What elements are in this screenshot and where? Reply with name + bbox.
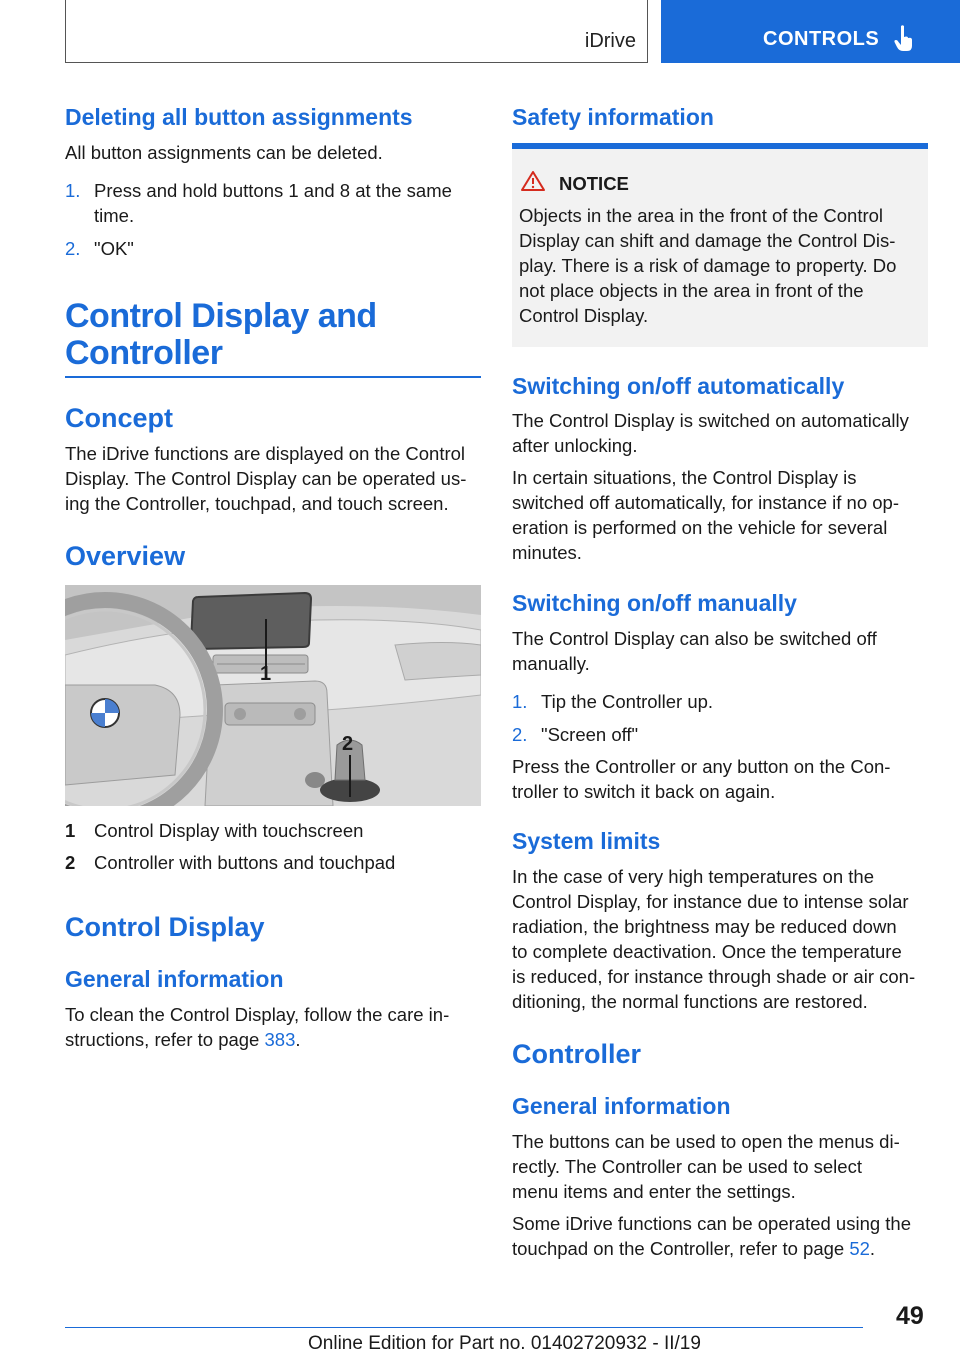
concept-text: Display. The Control Display can be operated us- [65, 468, 467, 489]
section-title: iDrive [584, 30, 636, 52]
page-link[interactable]: 383 [264, 1029, 296, 1050]
switch-auto-text: The Control Display is switched on automatically [512, 410, 909, 431]
controller-heading: Controller [512, 1039, 642, 1069]
general-info-text: To clean the Control Display, follow the care in- [65, 1004, 450, 1025]
overview-heading: Overview [65, 541, 186, 571]
controller-text: touchpad on the Controller, refer to page 52. [512, 1238, 876, 1259]
safety-heading: Safety information [512, 104, 714, 130]
switch-auto-text: minutes. [512, 542, 582, 563]
step-text: Press and hold buttons 1 and 8 at the same [94, 180, 452, 201]
pointing-hand-icon [893, 24, 915, 57]
system-limits-text: is reduced, for instance through shade or air con- [512, 966, 916, 987]
concept-text: ing the Controller, touchpad, and touch screen. [65, 493, 449, 514]
notice-text: Objects in the area in the front of the Control [519, 205, 884, 226]
legend-text: Controller with buttons and touchpad [94, 852, 396, 873]
page-link[interactable]: 52 [849, 1238, 870, 1259]
concept-heading: Concept [65, 403, 173, 433]
controller-text: rectly. The Controller can be used to select [512, 1156, 862, 1177]
chapter-title-line1: Control Display and [65, 297, 377, 335]
system-limits-text: ditioning, the normal functions are restored. [512, 991, 868, 1012]
notice-text: Display can shift and damage the Control Dis- [519, 230, 896, 251]
dashboard-illustration [65, 585, 481, 806]
system-limits-text: to complete deactivation. Once the temperature [512, 941, 902, 962]
edition-note: Online Edition for Part no. 01402720932 - II/19 [308, 1333, 701, 1354]
warning-icon [520, 170, 546, 197]
control-display-heading: Control Display [65, 912, 265, 942]
general-info-heading: General information [65, 966, 284, 992]
footer-rule [65, 1327, 863, 1328]
step-number: 1. [512, 691, 528, 712]
switch-manual-text: manually. [512, 653, 590, 674]
switch-auto-text: In certain situations, the Control Display is [512, 467, 857, 488]
legend-number: 2 [65, 852, 76, 873]
concept-text: The iDrive functions are displayed on the Control [65, 443, 466, 464]
step-text: "OK" [94, 238, 134, 259]
controller-text: Some iDrive functions can be operated using the [512, 1213, 912, 1234]
controller-text: menu items and enter the settings. [512, 1181, 796, 1202]
system-limits-text: In the case of very high temperatures on the [512, 866, 874, 887]
step-text: "Screen off" [541, 724, 639, 745]
switch-manual-text: The Control Display can also be switched off [512, 628, 877, 649]
notice-label: NOTICE [559, 173, 629, 194]
step-number: 2. [512, 724, 528, 745]
switch-auto-text: eration is performed on the vehicle for several [512, 517, 888, 538]
chapter-tab[interactable] [661, 0, 960, 63]
header-frame [65, 0, 648, 63]
legend-number: 1 [65, 820, 76, 841]
controller-general-heading: General information [512, 1093, 731, 1119]
switch-auto-heading: Switching on/off automatically [512, 373, 845, 399]
chapter-tab-label: CONTROLS [763, 28, 880, 50]
switch-manual-heading: Switching on/off manually [512, 590, 797, 616]
legend-text: Control Display with touchscreen [94, 820, 364, 841]
notice-text: play. There is a risk of damage to property. Do [519, 255, 897, 276]
system-limits-text: Control Display, for instance due to intense solar [512, 891, 909, 912]
step-number: 2. [65, 238, 81, 259]
system-limits-heading: System limits [512, 828, 661, 854]
switch-manual-text: Press the Controller or any button on the Con- [512, 756, 891, 777]
step-text: time. [94, 205, 135, 226]
switch-manual-text: troller to switch it back on again. [512, 781, 776, 802]
figure-label: 2 [342, 733, 354, 755]
delete-assignments-heading: Deleting all button assignments [65, 104, 413, 130]
switch-auto-text: switched off automatically, for instance if no op- [512, 492, 899, 513]
page-number: 49 [896, 1302, 924, 1330]
system-limits-text: radiation, the brightness may be reduced down [512, 916, 897, 937]
notice-text: Control Display. [519, 305, 649, 326]
controller-text: The buttons can be used to open the menus di- [512, 1131, 900, 1152]
step-number: 1. [65, 180, 81, 201]
notice-text: not place objects in the area in front of the [519, 280, 864, 301]
title-rule [65, 376, 481, 378]
chapter-title-line2: Controller [65, 334, 223, 372]
figure-label: 1 [260, 663, 272, 685]
switch-auto-text: after unlocking. [512, 435, 638, 456]
step-text: Tip the Controller up. [541, 691, 714, 712]
general-info-text: structions, refer to page 383. [65, 1029, 301, 1050]
delete-assignments-intro: All button assignments can be deleted. [65, 142, 383, 163]
